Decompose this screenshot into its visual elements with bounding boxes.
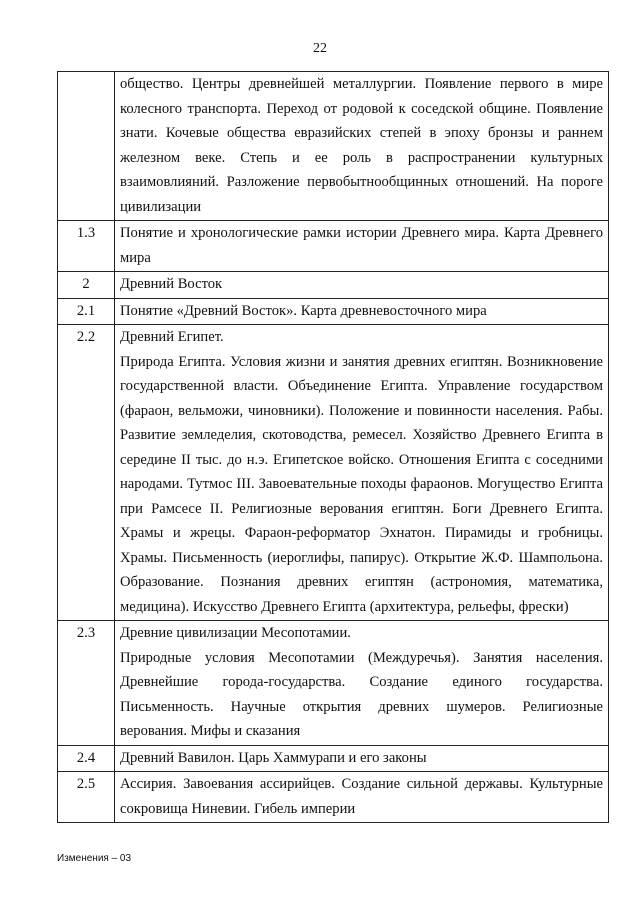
table-row: [58, 745, 609, 772]
section-content: [115, 221, 609, 272]
section-paragraph: Древний Египет.: [120, 329, 224, 345]
table-row: [58, 325, 609, 621]
section-content: [115, 772, 609, 823]
section-content: [115, 325, 609, 621]
table-row: [58, 221, 609, 272]
section-number: 2.5: [58, 772, 115, 823]
section-paragraph: Понятие «Древний Восток». Карта древневосточного мира: [120, 302, 487, 319]
table-row: [58, 72, 609, 221]
page-number: 22: [313, 41, 327, 56]
section-content: [115, 72, 609, 221]
section-number: 2.1: [58, 298, 115, 325]
table-row: [58, 772, 609, 823]
table-row: [58, 298, 609, 325]
section-number: 2: [58, 272, 115, 299]
section-paragraph: Природные условия Месопотамии (Междуречья). Занятия населения. Древнейшие города-государства. Создание единого государства. Письменность. Научные открытия древних шумеров. Религиозные верования. Мифы и сказания: [120, 649, 603, 739]
section-paragraph: Ассирия. Завоевания ассирийцев. Создание сильной державы. Культурные сокровища Ниневии. Гибель империи: [120, 776, 603, 817]
section-content: [115, 272, 609, 299]
section-paragraph: Древний Восток: [120, 276, 223, 292]
section-number: [58, 72, 115, 221]
section-number: 2.2: [58, 325, 115, 621]
section-number: 2.4: [58, 745, 115, 772]
section-number: 1.3: [58, 221, 115, 272]
section-content: [115, 621, 609, 746]
table-row: [58, 621, 609, 746]
syllabus-table: [57, 71, 609, 823]
section-content: [115, 298, 609, 325]
section-paragraph: общество. Центры древнейшей металлургии. Появление первого в мире колесного транспорта. Переход от родовой к соседской общине. Появление знати. Кочевые общества евразийских степей в эпоху бронзы и раннем железном веке. Степь и ее роль в распространении культурных взаимовлияний. Разложение первобытнообщинных отношений. На пороге цивилизации: [120, 76, 603, 215]
section-paragraph: Древний Вавилон. Царь Хаммурапи и его законы: [120, 749, 427, 766]
section-paragraph: Древние цивилизации Месопотамии.: [120, 625, 351, 641]
section-paragraph: Понятие и хронологические рамки истории Древнего мира. Карта Древнего мира: [120, 225, 603, 266]
section-paragraph: Природа Египта. Условия жизни и занятия древних египтян. Возникновение государственной власти. Объединение Египта. Управление государством (фараон, вельможи, чиновники). Положение и повинности населения. Рабы. Развитие земледелия, скотоводства, ремесел. Хозяйство Древнего Египта в середине II тыс. до н.э. Египетское войско. Отношения Египта с соседними народами. Тутмос III. Завоевательные походы фараонов. Могущество Египта при Рамсесе II. Религиозные верования египтян. Боги Древнего Египта. Храмы и жрецы. Фараон-реформатор Эхнатон. Пирамиды и гробницы. Храмы. Письменность (иероглифы, папирус). Открытие Ж.Ф. Шампольона. Образование. Познания древних египтян (астрономия, математика, медицина). Искусство Древнего Египта (архитектура, рельефы, фрески): [120, 353, 603, 615]
section-number: 2.3: [58, 621, 115, 746]
revision-footer: Изменения – 03: [57, 853, 132, 864]
table-row: [58, 272, 609, 299]
section-content: [115, 745, 609, 772]
